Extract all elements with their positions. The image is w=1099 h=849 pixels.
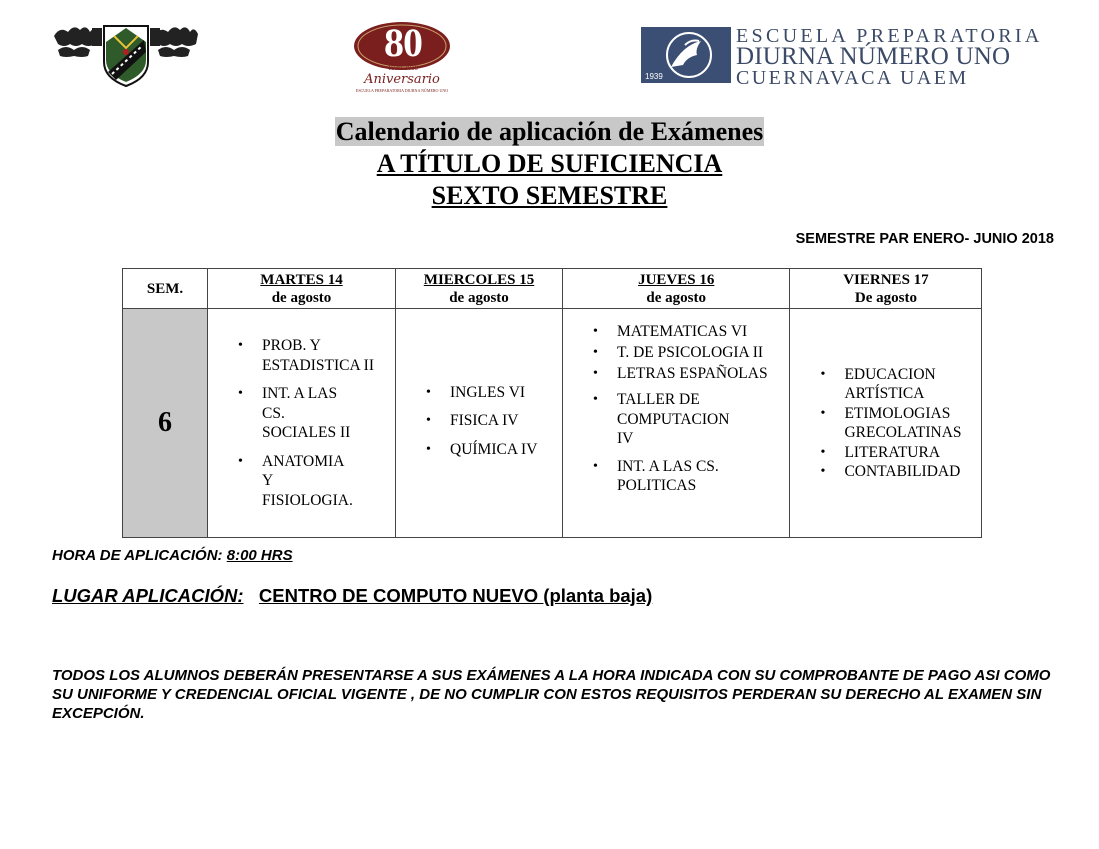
day-header-martes (208, 269, 396, 309)
anniversary-number: 80 (384, 20, 422, 65)
day-header-miercoles (396, 269, 563, 309)
aviso-text: TODOS LOS ALUMNOS DEBERÁN PRESENTARSE A SUS EXÁMENES A LA HORA INDICADA CON SU COMPROBANTE DE PAGO ASI COMO SU UNIFORME Y CREDENCIAL OFICIAL VIGENTE , DE NO CUMPLIR CON ESTOS REQUISITOS PERDERAN SU DERECHO AL EXAMEN SIN EXCEPCIÓN. (52, 667, 1051, 722)
subject-item: • LETRAS ESPAÑOLAS (563, 363, 789, 384)
subject-item: • TALLER DE COMPUTACION IV (563, 390, 789, 449)
prepa-line-2: DIURNA NÚMERO UNO (736, 43, 1011, 70)
subject-item: • ANATOMIA Y FISIOLOGIA. (208, 452, 387, 511)
lugar-label-text: LUGAR APLICACIÓN: (52, 585, 244, 606)
table-row (123, 309, 982, 538)
subject-item: • INGLES VI (396, 383, 562, 403)
hora-value: 8:00 HRS (226, 547, 293, 564)
hora-label: HORA DE APLICACIÓN: (52, 547, 227, 564)
day-month: de agosto (449, 289, 509, 306)
sem-value: 6 (123, 309, 208, 538)
subject-item: • INT. A LAS CS. POLITICAS (563, 457, 789, 496)
day-name: MARTES 14 (260, 271, 343, 288)
subject-item: • CONTABILIDAD (790, 462, 981, 482)
subject-item: • EDUCACION ARTÍSTICA (790, 365, 981, 404)
anniversary-label: Aniversario (364, 72, 440, 87)
anniversary-years: 1939-2019 (387, 64, 419, 72)
title-line-3: SEXTO SEMESTRE (431, 181, 668, 210)
subject-item: • LITERATURA (790, 443, 981, 463)
subject-item: • ETIMOLOGIAS GRECOLATINAS (790, 404, 981, 443)
subject-item: • INT. A LAS CS. SOCIALES II (208, 384, 387, 443)
title-line-1: Calendario de aplicación de Exámenes (335, 117, 764, 146)
title-line-2: A TÍTULO DE SUFICIENCIA (376, 149, 723, 178)
day-month: de agosto (646, 289, 707, 306)
prepa-emblem-icon (641, 27, 731, 83)
lugar-aplicacion (52, 585, 652, 607)
day-month: De agosto (854, 289, 917, 306)
uaem-crest-icon (52, 22, 200, 88)
prepa-name (736, 26, 1056, 88)
exam-schedule-table (122, 268, 982, 538)
subject-item: • QUÍMICA IV (396, 440, 562, 460)
subject-item: • MATEMATICAS VI (563, 321, 789, 342)
lugar-value: CENTRO DE COMPUTO NUEVO (planta baja) (258, 585, 653, 606)
subject-item: • T. DE PSICOLOGIA II (563, 342, 789, 363)
day-header-jueves (563, 269, 790, 309)
prepa-line-3: CUERNAVACA UAEM (736, 67, 969, 89)
day-month: de agosto (271, 289, 332, 306)
prepa-year: 1939 (645, 72, 663, 81)
sem-header: SEM. (123, 269, 208, 309)
prepa-line-1: ESCUELA PREPARATORIA (736, 25, 1043, 47)
subject-item: • FISICA IV (396, 411, 562, 431)
anniversary-logo (343, 20, 461, 96)
subjects-martes (208, 309, 396, 538)
day-name: MIERCOLES 15 (423, 271, 535, 288)
day-header-viernes (790, 269, 982, 309)
table-header-row (123, 269, 982, 309)
semester-label: SEMESTRE PAR ENERO- JUNIO 2018 (795, 231, 1054, 247)
hora-aplicacion (52, 547, 293, 564)
day-name: JUEVES 16 (638, 271, 715, 288)
subjects-jueves (563, 309, 790, 538)
anniversary-subtitle: ESCUELA PREPARATORIA DIURNA NÚMERO UNO (355, 88, 449, 93)
subjects-miercoles (396, 309, 563, 538)
subject-item: • PROB. Y ESTADISTICA II (208, 336, 387, 375)
subjects-viernes (790, 309, 982, 538)
day-name: VIERNES 17 (843, 271, 929, 288)
